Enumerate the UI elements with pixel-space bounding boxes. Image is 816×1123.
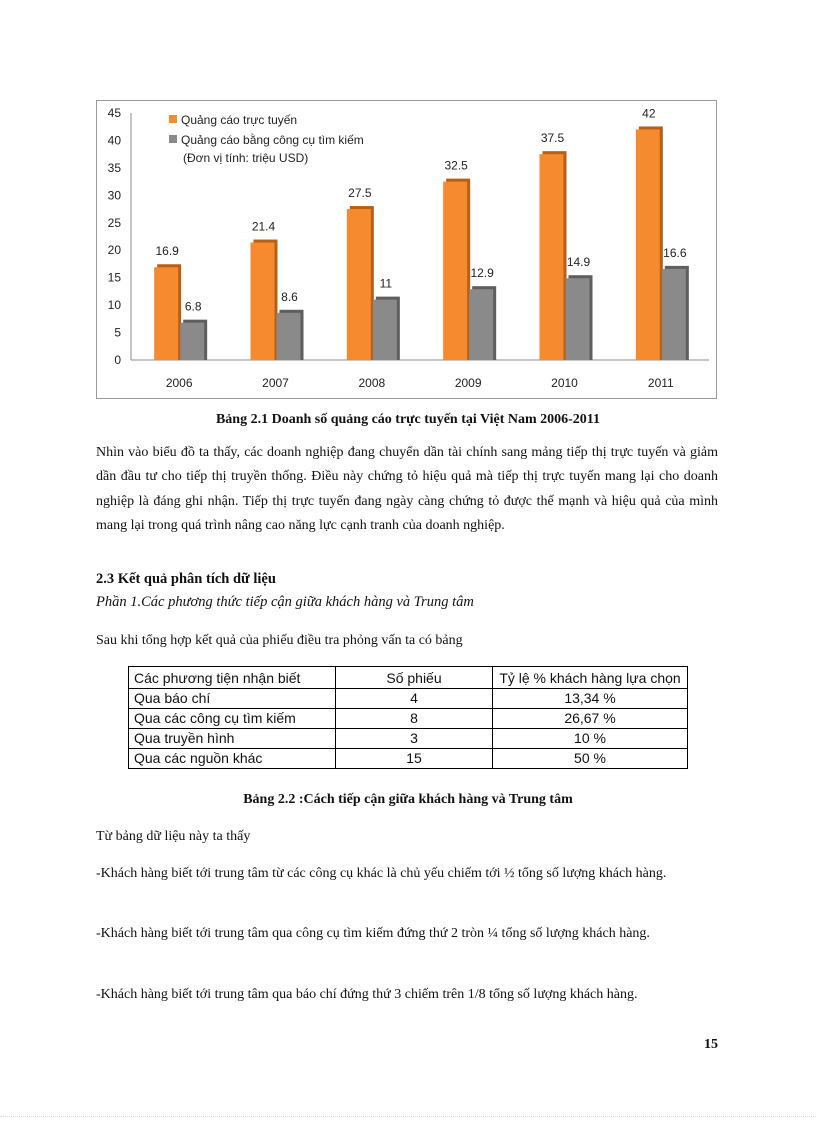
page-footer-divider [0, 1116, 816, 1117]
table-cell: Qua các công cụ tìm kiếm [129, 709, 336, 729]
y-tick-label: 0 [114, 353, 121, 367]
y-tick-label: 15 [107, 270, 121, 285]
data-label: 8.6 [281, 289, 298, 304]
x-tick-label: 2010 [551, 376, 578, 390]
revenue-chart [96, 100, 717, 399]
table-header-percent: Tỷ lệ % khách hàng lựa chọn [493, 667, 688, 689]
bar [443, 182, 467, 360]
y-tick-label: 20 [107, 243, 121, 258]
table-row [129, 749, 688, 769]
data-label: 16.9 [155, 244, 179, 259]
data-label: 42 [642, 106, 656, 121]
legend-label: Quảng cáo trực tuyến [181, 113, 298, 127]
survey-table [128, 666, 688, 769]
data-label: 37.5 [540, 131, 565, 146]
table-row [129, 729, 688, 749]
table-header-count: Số phiếu [336, 667, 493, 689]
table-cell: 10 % [493, 729, 688, 749]
bar [566, 278, 590, 360]
data-label: 16.6 [663, 245, 687, 260]
x-tick-label: 2008 [358, 376, 386, 390]
bar [636, 129, 660, 360]
table-intro-text: Sau khi tổng hợp kết quả của phiếu điều tra phỏng vấn ta có bảng [96, 633, 463, 648]
bar [540, 154, 564, 360]
table-cell: 50 % [493, 749, 688, 769]
table-row [129, 709, 688, 729]
legend-label: Quảng cáo bằng công cụ tìm kiếm [181, 133, 364, 147]
y-tick-label: 25 [107, 215, 121, 230]
data-label: 27.5 [348, 186, 372, 201]
legend-unit-note: (Đơn vị tính: triệu USD) [183, 151, 309, 165]
bar [154, 267, 178, 360]
table-cell: Qua các nguồn khác [129, 749, 336, 769]
y-tick-label: 40 [107, 133, 121, 148]
finding-item: -Khách hàng biết tới trung tâm qua công cụ tìm kiếm đứng thứ 2 tròn ¼ tổng số lượng khách hàng. [96, 926, 650, 941]
y-tick-label: 30 [107, 188, 121, 203]
bar [662, 269, 686, 360]
table-row [129, 689, 688, 709]
y-tick-label: 35 [107, 160, 121, 175]
y-tick-label: 5 [114, 325, 121, 340]
table-cell: 26,67 % [493, 709, 688, 729]
bar [277, 313, 301, 360]
bar [251, 243, 275, 360]
data-label: 11 [379, 276, 393, 291]
intro-paragraph: Nhìn vào biểu đồ ta thấy, các doanh nghiệp đang chuyển dần tài chính sang mảng tiếp thị trực tuyến và giảm dần đầu tư cho tiếp thị truyền thống. Điều này chứng tỏ hiệu quả mà tiếp thị trực tuyến mang lại cho doanh nghiệp là đáng ghi nhận. Tiếp thị trực tuyến đang ngày càng chứng tỏ được thế mạnh và hiệu quả của mình mang lại trong quá trình nâng cao năng lực cạnh tranh của doanh nghiệp. [96, 445, 718, 533]
section-subheading: Phần 1.Các phương thức tiếp cận giữa khách hàng và Trung tâm [96, 594, 474, 610]
bar [347, 209, 371, 360]
findings-intro: Từ bảng dữ liệu này ta thấy [96, 829, 251, 844]
table-cell: Qua báo chí [129, 689, 336, 709]
table-cell: Qua truyền hình [129, 729, 336, 749]
table-cell: 15 [336, 749, 493, 769]
y-tick-label: 45 [107, 106, 121, 120]
data-label: 14.9 [566, 255, 591, 270]
table-caption: Bảng 2.2 :Cách tiếp cận giữa khách hàng và Trung tâm [243, 792, 573, 807]
bar [373, 300, 397, 360]
legend-swatch [169, 135, 177, 143]
data-label: 6.8 [184, 299, 202, 314]
data-label: 12.9 [470, 266, 494, 281]
revenue-chart-svg [97, 101, 718, 400]
legend-swatch [169, 115, 177, 123]
section-heading: 2.3 Kết quả phân tích dữ liệu [96, 571, 276, 587]
chart-caption: Bảng 2.1 Doanh số quảng cáo trực tuyến tại Việt Nam 2006-2011 [215, 412, 601, 427]
x-tick-label: 2007 [262, 376, 289, 390]
y-tick-label: 10 [107, 298, 121, 313]
table-cell: 4 [336, 689, 493, 709]
table-cell: 13,34 % [493, 689, 688, 709]
data-label: 21.4 [251, 219, 276, 234]
table-cell: 3 [336, 729, 493, 749]
x-tick-label: 2011 [647, 376, 674, 390]
bar [180, 323, 204, 360]
x-tick-label: 2009 [454, 376, 482, 390]
table-header-row [129, 667, 688, 689]
x-tick-label: 2006 [165, 376, 193, 390]
finding-item: -Khách hàng biết tới trung tâm từ các công cụ khác là chủ yếu chiếm tới ½ tổng số lượng khách hàng. [96, 866, 667, 881]
page-number: 15 [704, 1037, 718, 1052]
bar [469, 289, 493, 360]
table-cell: 8 [336, 709, 493, 729]
data-label: 32.5 [444, 158, 468, 173]
table-header-channel: Các phương tiện nhận biết [129, 667, 336, 689]
finding-item: -Khách hàng biết tới trung tâm qua báo chí đứng thứ 3 chiếm trên 1/8 tổng số lượng khách hàng. [96, 987, 638, 1002]
